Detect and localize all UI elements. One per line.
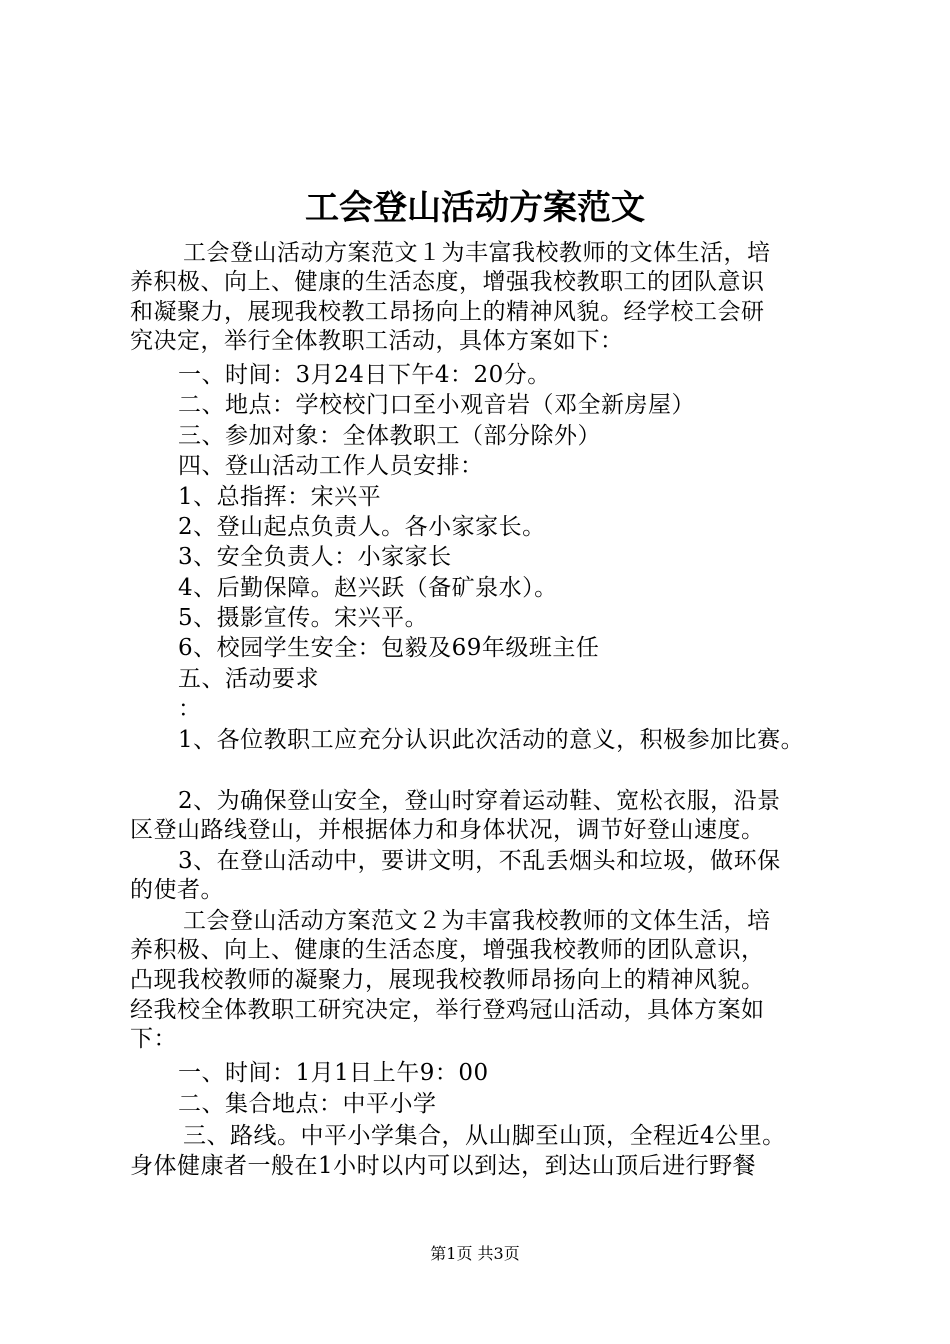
paragraph-line: 4、后勤保障。赵兴跃（备矿泉水）。	[178, 575, 558, 601]
paragraph-line: 工会登山活动方案范文２为丰富我校教师的文体生活，培	[183, 908, 771, 934]
page-number: 第1页 共3页	[430, 1244, 520, 1263]
paragraph-line: 下：	[130, 1026, 177, 1052]
paragraph-line: 的使者。	[130, 877, 224, 903]
paragraph-line: 工会登山活动方案范文１为丰富我校教师的文体生活，培	[183, 240, 771, 266]
paragraph-line: 五、活动要求	[178, 666, 319, 692]
paragraph-line: 三、路线。中平小学集合，从山脚至山顶，全程近4公里。	[183, 1123, 786, 1149]
paragraph-line: 区登山路线登山，并根据体力和身体状况，调节好登山速度。	[130, 817, 765, 843]
paragraph-line: 凸现我校教师的凝聚力，展现我校教师昂扬向上的精神风貌。	[130, 967, 765, 993]
paragraph-line: 四、登山活动工作人员安排：	[178, 453, 484, 479]
paragraph-line: 3、安全负责人：小家家长	[178, 544, 452, 570]
paragraph-line: 1、各位教职工应充分认识此次活动的意义，积极参加比赛。	[178, 727, 805, 753]
paragraph-line: 究决定，举行全体教职工活动，具体方案如下：	[130, 328, 624, 354]
paragraph-line: 5、摄影宣传。宋兴平。	[178, 605, 429, 631]
paragraph-line: 身体健康者一般在1小时以内可以到达，到达山顶后进行野餐	[130, 1153, 757, 1179]
paragraph-line: 3、在登山活动中，要讲文明，不乱丢烟头和垃圾，做环保	[178, 848, 781, 874]
paragraph-line: 二、集合地点：中平小学	[178, 1091, 437, 1117]
paragraph-line: 一、时间：3月24日下午4：20分。	[178, 362, 551, 388]
paragraph-line: 养积极、向上、健康的生活态度，增强我校教职工的团队意识	[130, 269, 765, 295]
paragraph-line: 经我校全体教职工研究决定，举行登鸡冠山活动，具体方案如	[130, 997, 765, 1023]
paragraph-line: 6、校园学生安全：包毅及69年级班主任	[178, 635, 600, 661]
paragraph-line: 二、地点：学校校门口至小观音岩（邓全新房屋）	[178, 392, 695, 418]
paragraph-line: 三、参加对象：全体教职工（部分除外）	[178, 423, 601, 449]
paragraph-line: 一、时间：1月1日上午9：00	[178, 1060, 489, 1086]
paragraph-line: ：	[178, 696, 202, 722]
paragraph-line: 和凝聚力，展现我校教工昂扬向上的精神风貌。经学校工会研	[130, 299, 765, 325]
paragraph-line: 2、登山起点负责人。各小家家长。	[178, 514, 546, 540]
paragraph-line: 1、总指挥：宋兴平	[178, 484, 382, 510]
paragraph-line: 2、为确保登山安全，登山时穿着运动鞋、宽松衣服，沿景	[178, 788, 781, 814]
paragraph-line: 养积极、向上、健康的生活态度，增强我校教师的团队意识，	[130, 937, 765, 963]
document-title: 工会登山活动方案范文	[305, 188, 645, 228]
